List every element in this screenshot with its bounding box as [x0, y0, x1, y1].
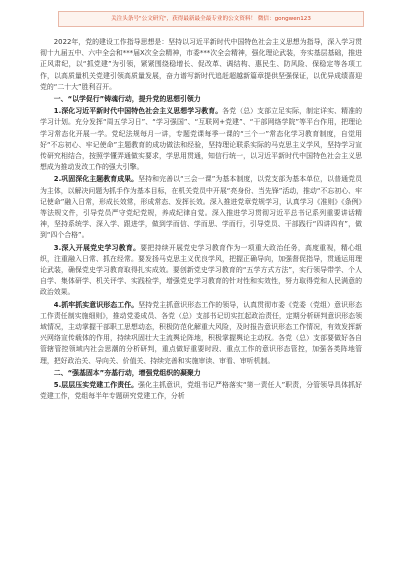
item-2 [40, 174, 362, 241]
section-heading-1: 一、“以学促行”铸魂行动，提升党的思想引领力 [53, 95, 201, 104]
intro-paragraph: 2022年，党的建设工作指导思想是：坚持以习近平新时代中国特色社会主义思想为指导，深入学习贯彻十九届五中、六中全会和***届X次全会精神，市委***次全会精神，强化理论武装，夯实基层基础，推进正风肃纪，以“抓党建”为引领，紧紧围绕稳增长、促改革、调结构、惠民生、防风险、保稳定等各项工作，以高质量机关党建引领高质量发展，奋力谱写新时代追赶超越新篇章提供坚强保证，以优异成绩喜迎党的“二十大”胜利召开。 [40, 38, 362, 91]
section-heading-2: 二、“强基固本”夯基行动，增强党组织的凝聚力 [53, 368, 201, 377]
item-3 [40, 243, 362, 299]
item-4-title: 4.抓牢抓实意识形态工作。 [53, 300, 139, 309]
item-2-body: 坚持和完善以“三会一课”为基本制度，以党支部为基本单位，以普通党员为主体，以解决问题为抓手作为基本目标，在机关党员中开展“亮身份、当先锋”活动，推动“不忘初心、牢记使命”融入日常，形成长效常，形成常态、发挥长效。深入推进党章党规学习，认真学习《准则》《条例》等法规文件，引导党员严守党纪党规，养成纪律自觉。深入推进学习贯彻习近平总书记系列重要讲话精神，坚持系统学、深入学、跟进学，做到学而信、学而思、学而行，引导党员、干部践行“四讲四有”，做到“四个合格”。 [40, 175, 362, 240]
item-5-title: 5.层层压实党建工作责任。 [53, 381, 139, 390]
item-4 [40, 300, 362, 367]
item-1-title: 1.深化习近平新时代中国特色社会主义思想学习教育。 [53, 107, 223, 116]
document-body [40, 37, 362, 404]
item-1-body: 各党（总）支部立足实际，制定详实、精准的学习计划。充分发挥“周五学习日”、“学习强国”、“互联网+党建”、“干部网络学院”等平台作用，把理论学习常态化开展一学。党纪法规每月一讲，专题党课每季一课的“三个一”常态化学习教育制度，自觉用好“不忘初心、牢记使命”主题教育的成功做法和经验，坚持理论联系实际的马克思主义学风，坚持学习宣传研究相结合，按照学懂弄通做实要求，学思用贯通，知信行统一，以习近平新时代中国特色社会主义思想成为推动发改工作的强大引擎。 [40, 107, 362, 172]
item-4-body: 坚持党主抓意识形态工作的领导，认真贯彻市委《党委（党组）意识形态工作责任制实施细则》，推动党委成员、各党（总）支部书记切实扛起政治责任，定期分析研判意识形态领域情况，主动掌握干部职工思想动态，积极防范化解重大风险，及时报告意识形态工作情况，有效发挥新兴网络宣传载体的作用，持续巩固壮大主流舆论阵地，积极掌握舆论主动权。各党（总）支部要做好各自管辖管控领域内社会思潮的分析研判，重点做好重要时段、重点工作的意识形态管控，加强各类阵地管理，把好政治关、导向关、价值关、持续完善和实施审读、审看、审听机制。 [40, 300, 362, 365]
item-3-body: 要把持续开展党史学习教育作为一项重大政治任务，高度重视，精心组织，注重融入日常、抓在经常。要发扬马克思主义优良学风，把握正确导向，加强督促指导，贯通运用理论武装，确保党史学习教育取得扎实成效。要创新党史学习教育的“五学方式方法”，实行领导带学、个人自学、集体研学、机关评学、实践检学，增强党史学习教育的针对性和实效性，努力取得党和人民满意的政治效果。 [40, 243, 362, 297]
item-3-title: 3.深入开展党史学习教育。 [53, 243, 141, 252]
item-1 [40, 106, 362, 173]
promo-banner[interactable]: 关注头条号"公文研究"，获得最新最全最专业的公文资料！ 微信：gongwen123 [58, 11, 364, 27]
item-2-title: 2.巩固深化主题教育成果。 [53, 175, 139, 184]
item-5-body: 强化主抓意识，党组书记严格落实“第一责任人”职责，分管领导具体抓好党建工作，党组每半年专题研究党建工作，分析 [40, 381, 362, 401]
item-5 [40, 380, 362, 402]
